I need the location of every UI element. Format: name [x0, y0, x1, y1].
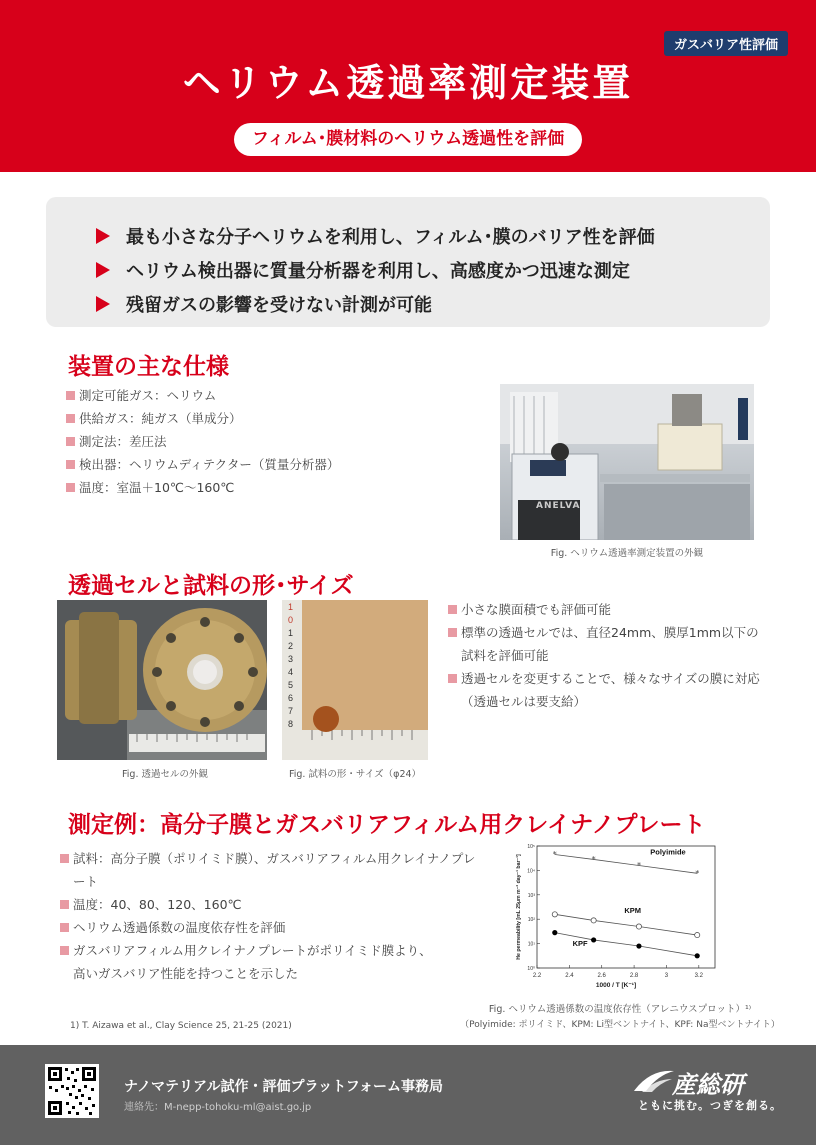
summary-text: 残留ガスの影響を受けない計測が可能 [126, 295, 432, 316]
series-label: KPM [624, 906, 642, 916]
x-axis-label: 1000 / T [K⁻¹] [595, 982, 637, 989]
qr-code-icon[interactable] [45, 1064, 99, 1118]
spec-item: 測定法：差圧法 [66, 430, 339, 453]
example-item-continuation: 高いガスバリア性能を持つことを示した [73, 966, 299, 981]
spec-item: 検出器：ヘリウムディテクター（質量分析器） [66, 453, 339, 476]
y-tick-label: 10¹ [527, 941, 535, 948]
arrhenius-chart [495, 840, 725, 1000]
triangle-bullet-icon [96, 228, 110, 244]
data-point [591, 918, 596, 923]
data-point [552, 912, 557, 917]
svg-text:0: 0 [288, 615, 294, 625]
triangle-bullet-icon [96, 262, 110, 278]
data-point [695, 953, 700, 958]
specs-list [66, 384, 339, 499]
data-point [552, 930, 557, 935]
data-point: * [591, 854, 596, 864]
summary-item [96, 219, 770, 253]
example-list [60, 847, 480, 985]
example-heading: 測定例：高分子膜とガスバリアフィルム用クレイナノプレート [68, 812, 706, 838]
triangle-bullet-icon [96, 296, 110, 312]
series-line [555, 914, 697, 935]
series-label: Polyimide [650, 847, 686, 857]
summary-text: ヘリウム検出器に質量分析器を利用し、高感度かつ迅速な測定 [126, 261, 630, 282]
chart-caption-1: Fig. ヘリウム透過係数の温度依存性（アレニウスプロット）¹⁾ [488, 1004, 752, 1015]
svg-text:1: 1 [288, 602, 294, 612]
header-banner [0, 0, 816, 172]
x-tick-label: 2.6 [597, 973, 606, 979]
svg-text:4: 4 [288, 667, 294, 677]
series-line [555, 855, 697, 874]
page-subtitle: フィルム･膜材料のヘリウム透過性を評価 [234, 123, 582, 156]
page-title: ヘリウム透過率測定装置 [182, 61, 634, 105]
spec-item: 測定可能ガス：ヘリウム [66, 384, 339, 407]
data-point [591, 937, 596, 942]
cell-item-continuation: 試料を評価可能 [461, 648, 549, 663]
cell-photo [57, 600, 267, 760]
series-label: KPF [572, 939, 588, 949]
svg-text:2: 2 [288, 641, 294, 651]
cell-photo-caption: Fig. 透過セルの外観 [122, 769, 208, 780]
cell-list [448, 598, 788, 713]
y-tick-label: 10⁵ [527, 844, 535, 850]
data-point [695, 932, 700, 937]
cell-heading: 透過セルと試料の形･サイズ [68, 573, 354, 599]
svg-text:1: 1 [288, 628, 294, 638]
data-point [636, 943, 641, 948]
cell-item: 透過セルを変更することで、様々なサイズの膜に対応 [448, 667, 788, 690]
cell-item-continuation: （透過セルは要支給） [461, 694, 587, 709]
reference-note: 1) T. Aizawa et al., Clay Science 25, 21-25 (2021) [70, 1021, 292, 1031]
x-tick-label: 2.4 [565, 973, 574, 979]
data-point: * [695, 868, 700, 878]
x-tick-label: 2.8 [629, 973, 639, 979]
example-item: 温度：40、80、120、160℃ [60, 893, 480, 916]
specs-heading: 装置の主な仕様 [68, 354, 229, 380]
aist-logo [632, 1065, 782, 1125]
summary-item [96, 287, 770, 321]
device-brand-label: ANELVA [536, 501, 581, 511]
summary-box [46, 197, 770, 327]
y-axis-label: He permeability [mL 25µm m⁻² day⁻¹ bar⁻¹] [516, 854, 522, 960]
chart-svg [495, 840, 725, 1000]
example-item: ガスバリアフィルム用クレイナノプレートがポリイミド膜より、 [60, 939, 480, 962]
spec-item: 供給ガス：純ガス（単成分） [66, 407, 339, 430]
example-item: 試料：高分子膜（ポリイミド膜）、ガスバリアフィルム用クレイナノプレート [60, 847, 480, 893]
y-tick-label: 10³ [527, 892, 535, 899]
x-tick-label: 3 [664, 973, 669, 979]
y-tick-label: 10⁰ [527, 966, 535, 972]
cell-item: 小さな膜面積でも評価可能 [448, 598, 788, 621]
device-photo-caption: Fig. ヘリウム透過率測定装置の外観 [550, 548, 704, 559]
svg-text:7: 7 [288, 706, 294, 716]
logo-name: 産総研 [672, 1071, 744, 1099]
footer-contact-email[interactable]: 連絡先：M-nepp-tohoku-ml@aist.go.jp [124, 1102, 312, 1113]
spec-item: 温度：室温＋10℃～160℃ [66, 476, 339, 499]
data-point: * [552, 850, 557, 860]
chart-caption-2: （Polyimide: ポリイミド、KPM: Li型ベントナイト、KPF: Na型ベントナイト） [460, 1020, 780, 1030]
summary-text: 最も小さな分子ヘリウムを利用し、フィルム･膜のバリア性を評価 [126, 227, 655, 248]
data-point: * [636, 861, 641, 871]
category-badge: ガスバリア性評価 [664, 31, 788, 56]
summary-item [96, 253, 770, 287]
sample-photo [282, 600, 428, 760]
svg-text:6: 6 [288, 693, 294, 703]
cell-item: 標準の透過セルでは、直径24mm、膜厚1mm以下の [448, 621, 788, 644]
data-point [636, 924, 641, 929]
y-tick-label: 10² [527, 917, 535, 924]
y-tick-label: 10⁴ [527, 868, 535, 875]
svg-text:8: 8 [288, 719, 294, 729]
footer [0, 1045, 816, 1145]
logo-mark-icon [632, 1065, 676, 1095]
svg-text:5: 5 [288, 680, 294, 690]
sample-photo-caption: Fig. 試料の形・サイズ（φ24） [288, 769, 422, 780]
x-tick-label: 2.2 [532, 973, 542, 979]
device-photo [500, 384, 754, 540]
logo-tagline: ともに挑む。つぎを創る。 [638, 1099, 782, 1112]
footer-organization: ナノマテリアル試作・評価プラットフォーム事務局 [124, 1079, 444, 1095]
example-item: ヘリウム透過係数の温度依存性を評価 [60, 916, 480, 939]
svg-text:3: 3 [288, 654, 294, 664]
x-tick-label: 3.2 [694, 973, 703, 979]
